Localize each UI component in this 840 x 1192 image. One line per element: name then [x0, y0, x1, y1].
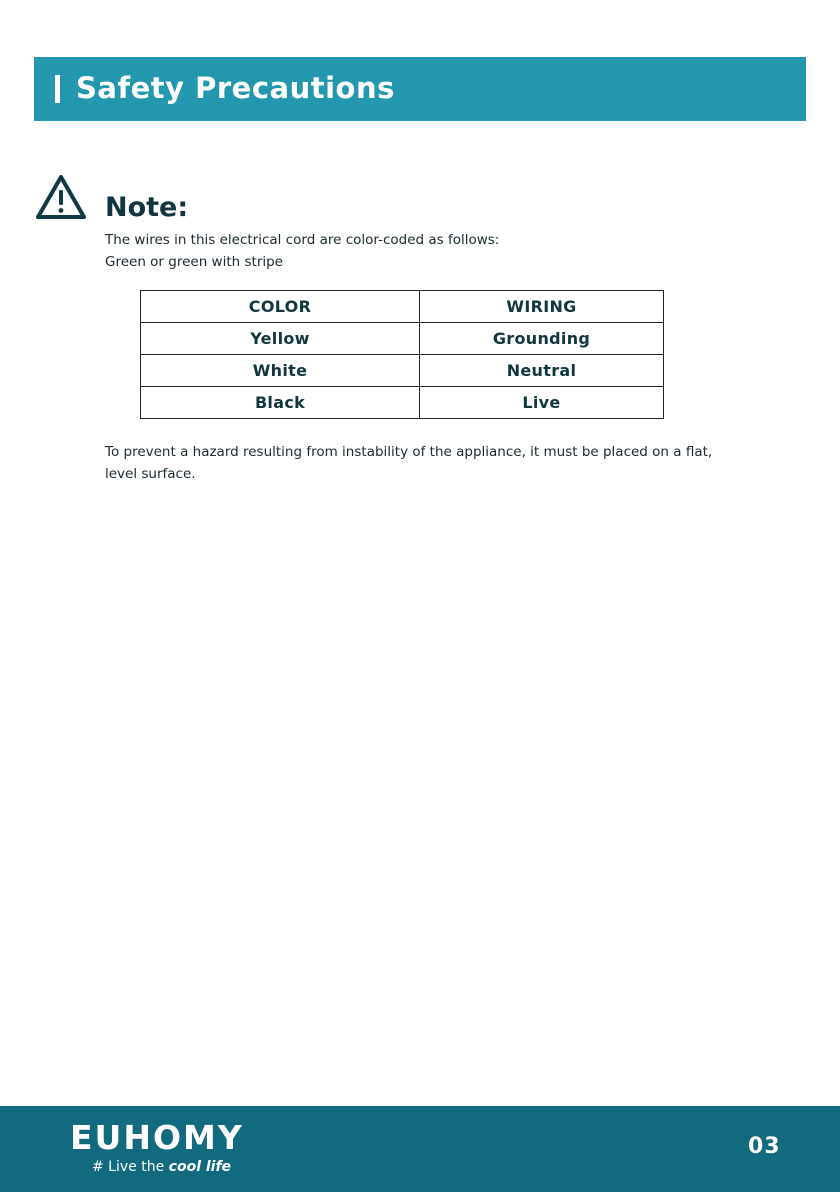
- table-cell-wiring: Live: [420, 387, 664, 419]
- note-text-line: The wires in this electrical cord are color-coded as follows:: [105, 232, 500, 248]
- page-number: 03: [748, 1134, 781, 1159]
- hazard-text-line: level surface.: [105, 466, 196, 482]
- table-row: [141, 323, 664, 355]
- header-accent-bar: [55, 75, 60, 103]
- page-footer: [0, 1106, 840, 1192]
- note-heading: Note:: [105, 192, 189, 223]
- hazard-text-line: To prevent a hazard resulting from instability of the appliance, it must be placed on a flat,: [105, 444, 713, 460]
- table-cell-wiring: Grounding: [420, 323, 664, 355]
- table-cell-color: White: [141, 355, 420, 387]
- tagline-prefix: # Live the: [92, 1159, 169, 1175]
- table-cell-color: Black: [141, 387, 420, 419]
- wiring-color-table: [140, 290, 664, 419]
- section-header-banner: [34, 57, 806, 121]
- table-row: [141, 387, 664, 419]
- table-row: [141, 355, 664, 387]
- brand-logo: EUHOMY: [70, 1118, 244, 1157]
- page-title: Safety Precautions: [76, 71, 395, 105]
- tagline-emphasis: cool life: [168, 1159, 232, 1175]
- table-cell-wiring: Neutral: [420, 355, 664, 387]
- table-header-wiring: WIRING: [420, 291, 664, 323]
- table-header-row: [141, 291, 664, 323]
- brand-tagline: [92, 1158, 231, 1176]
- note-text-line: Green or green with stripe: [105, 254, 283, 270]
- table-cell-color: Yellow: [141, 323, 420, 355]
- table-header-color: COLOR: [141, 291, 420, 323]
- warning-triangle-icon: [35, 173, 87, 221]
